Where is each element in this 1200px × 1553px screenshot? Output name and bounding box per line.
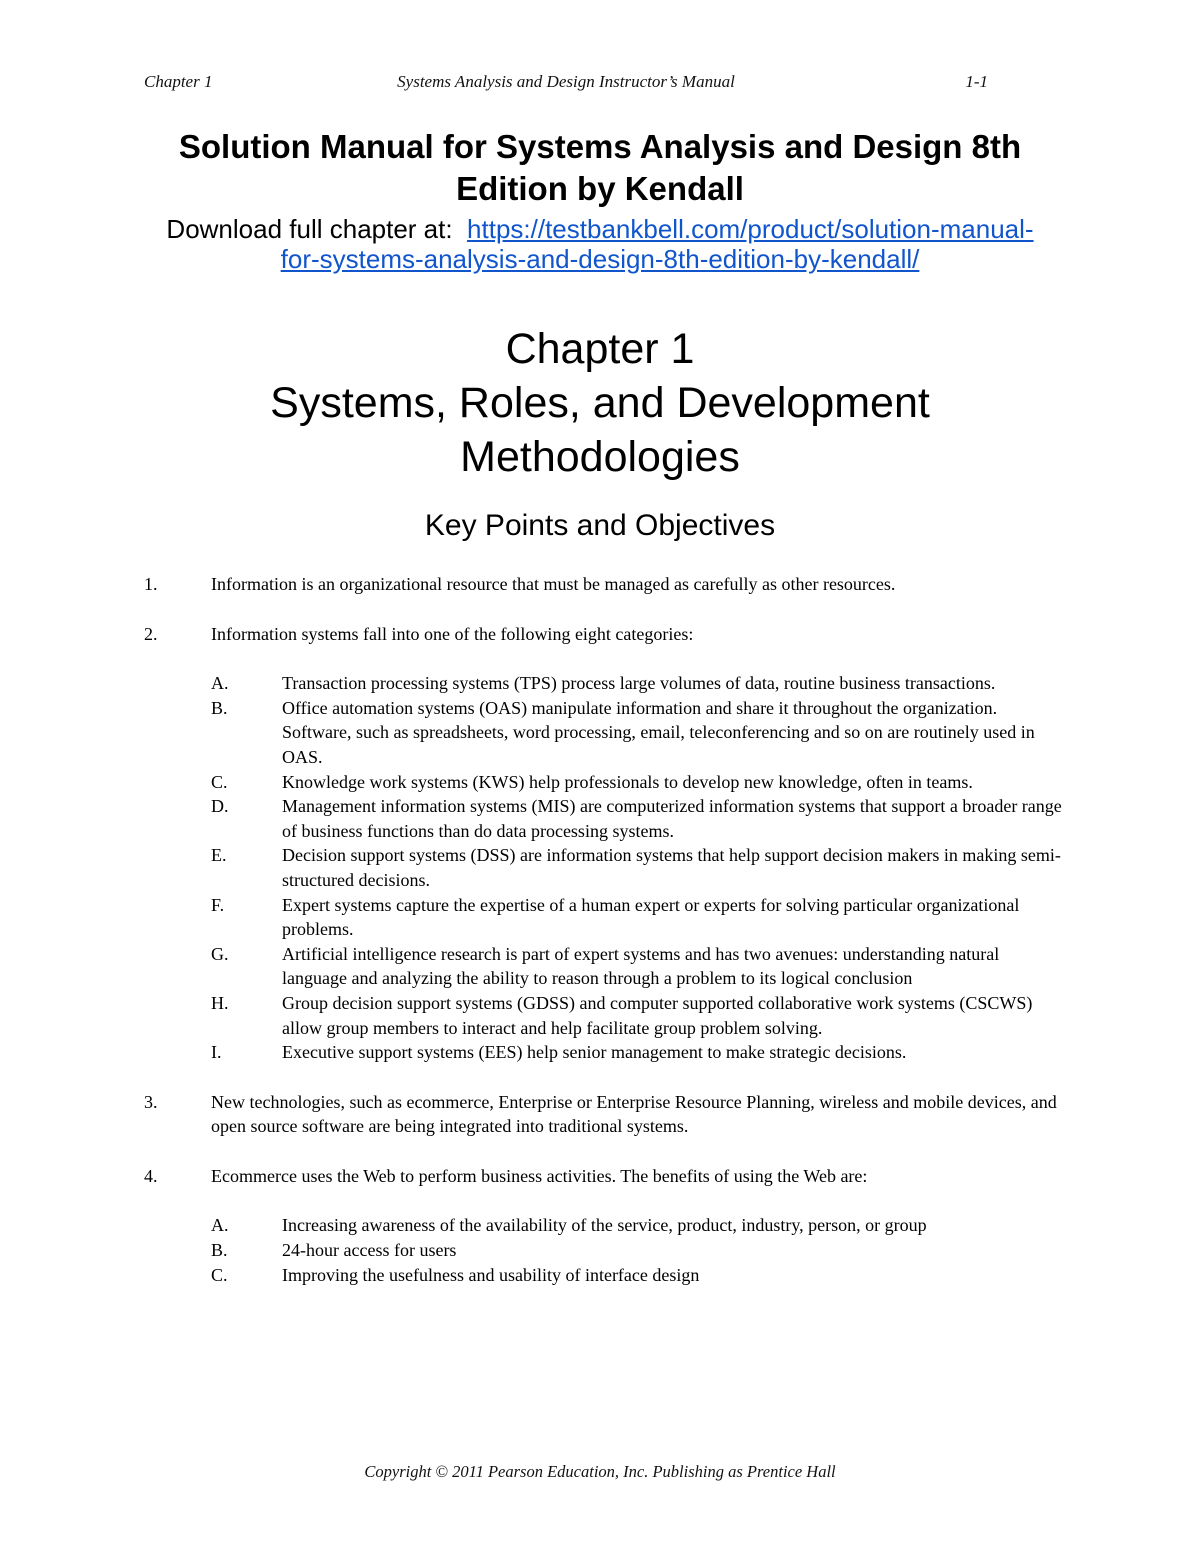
sub-list-item-letter: A. bbox=[211, 1215, 229, 1236]
sub-list-item bbox=[211, 770, 1064, 795]
sub-list-item-text: Knowledge work systems (KWS) help professionals to develop new knowledge, often in teams. bbox=[282, 771, 973, 792]
sub-list-item bbox=[211, 1213, 1064, 1238]
sub-list-item bbox=[211, 1040, 1064, 1065]
sub-list-item bbox=[211, 696, 1064, 770]
list-item bbox=[144, 622, 1064, 1065]
chapter-title-block bbox=[100, 322, 1100, 484]
sub-list-item bbox=[211, 1263, 1064, 1288]
download-link-part-2[interactable]: for-systems-analysis-and-design-8th-edition-by-kendall/ bbox=[280, 244, 920, 274]
sub-list-item-text: Transaction processing systems (TPS) process large volumes of data, routine business transactions. bbox=[282, 673, 996, 694]
sub-list-item-text: Decision support systems (DSS) are information systems that help support decision makers in making semi-structured decisions. bbox=[282, 845, 1061, 890]
header-page-number: 1-1 bbox=[965, 72, 988, 91]
sub-list-item-letter: D. bbox=[211, 796, 229, 817]
list-item-text: Ecommerce uses the Web to perform business activities. The benefits of using the Web are: bbox=[211, 1165, 868, 1186]
sub-list-item-letter: E. bbox=[211, 845, 227, 866]
sub-list-item bbox=[211, 671, 1064, 696]
download-line-1 bbox=[100, 214, 1100, 244]
list-item-number: 3. bbox=[144, 1091, 158, 1112]
section-heading: Key Points and Objectives bbox=[424, 509, 776, 542]
sub-list-item-letter: C. bbox=[211, 771, 228, 792]
sub-list-item-text: Expert systems capture the expertise of a human expert or experts for solving particular organizational problems. bbox=[282, 894, 1020, 940]
list-item-text: Information is an organizational resource that must be managed as carefully as other resources. bbox=[211, 574, 896, 594]
list-item-number: 2. bbox=[144, 623, 158, 644]
sub-list-item-text: Group decision support systems (GDSS) and computer supported collaborative work systems (CSCWS) allow group members to interact and help facilitate group problem solving. bbox=[282, 992, 1033, 1038]
list-item-text: New technologies, such as ecommerce, Enterprise or Enterprise Resource Planning, wireless and mobile devices, and open source software are being integrated into traditional systems. bbox=[211, 1091, 1057, 1137]
sub-list-item-text: Improving the usefulness and usability of interface design bbox=[282, 1264, 700, 1285]
key-points-list bbox=[144, 572, 1064, 1287]
sub-list-item-letter: C. bbox=[211, 1264, 228, 1285]
list-item-text: Information systems fall into one of the following eight categories: bbox=[211, 623, 694, 644]
chapter-title-line-1: Systems, Roles, and Development bbox=[270, 379, 930, 427]
sub-list-item-text: Artificial intelligence research is part of expert systems and has two avenues: understanding natural language and analyzing the ability to reason through a problem to its logical conclusion bbox=[282, 943, 1000, 989]
sub-list-item bbox=[211, 942, 1064, 991]
sub-list-item bbox=[211, 1238, 1064, 1263]
sub-list-item-letter: B. bbox=[211, 697, 228, 718]
chapter-number: Chapter 1 bbox=[505, 325, 695, 373]
copyright-footer: Copyright © 2011 Pearson Education, Inc. Publishing as Prentice Hall bbox=[364, 1462, 836, 1481]
sub-list-item bbox=[211, 843, 1064, 892]
sub-list-item-text: Increasing awareness of the availability of the service, product, industry, person, or group bbox=[282, 1215, 927, 1236]
promo-title-line-2: Edition by Kendall bbox=[456, 170, 744, 207]
sub-list bbox=[211, 1213, 1064, 1287]
sub-list-item-letter: A. bbox=[211, 673, 229, 694]
sub-list bbox=[211, 671, 1064, 1065]
running-header bbox=[144, 72, 988, 98]
sub-list-item-text: 24-hour access for users bbox=[282, 1240, 457, 1261]
sub-list-item-text: Management information systems (MIS) are computerized information systems that support a broader range of business functions than do data processing systems. bbox=[282, 796, 1062, 841]
sub-list-item-letter: G. bbox=[211, 943, 229, 964]
list-item bbox=[144, 572, 1064, 597]
list-item bbox=[144, 1164, 1064, 1287]
sub-list-item-text: Executive support systems (EES) help senior management to make strategic decisions. bbox=[282, 1042, 907, 1063]
header-chapter: Chapter 1 bbox=[144, 72, 213, 91]
header-book-title: Systems Analysis and Design Instructor’s Manual bbox=[397, 72, 735, 91]
sub-list-item-letter: B. bbox=[211, 1240, 228, 1261]
sub-list-item bbox=[211, 991, 1064, 1040]
chapter-title-line-2: Methodologies bbox=[460, 433, 740, 481]
list-item-number: 1. bbox=[144, 574, 158, 594]
sub-list-item-letter: I. bbox=[211, 1042, 222, 1063]
promo-download bbox=[100, 214, 1100, 274]
download-label: Download full chapter at: bbox=[166, 214, 453, 244]
sub-list-item-letter: F. bbox=[211, 894, 225, 915]
download-link-part-1[interactable]: https://testbankbell.com/product/solution-manual- bbox=[467, 214, 1034, 244]
promo-title bbox=[100, 126, 1100, 210]
download-line-2 bbox=[100, 244, 1100, 274]
promo-block bbox=[100, 126, 1100, 274]
sub-list-item bbox=[211, 794, 1064, 843]
list-item bbox=[144, 1090, 1064, 1139]
list-item-number: 4. bbox=[144, 1165, 158, 1186]
sub-list-item-text: Office automation systems (OAS) manipulate information and share it throughout the organization. Software, such as spreadsheets, word processing, email, teleconferencing and so on are routinely used in OAS. bbox=[282, 697, 1035, 767]
promo-title-line-1: Solution Manual for Systems Analysis and Design 8th bbox=[178, 128, 1022, 165]
sub-list-item-letter: H. bbox=[211, 992, 229, 1013]
sub-list-item bbox=[211, 893, 1064, 942]
